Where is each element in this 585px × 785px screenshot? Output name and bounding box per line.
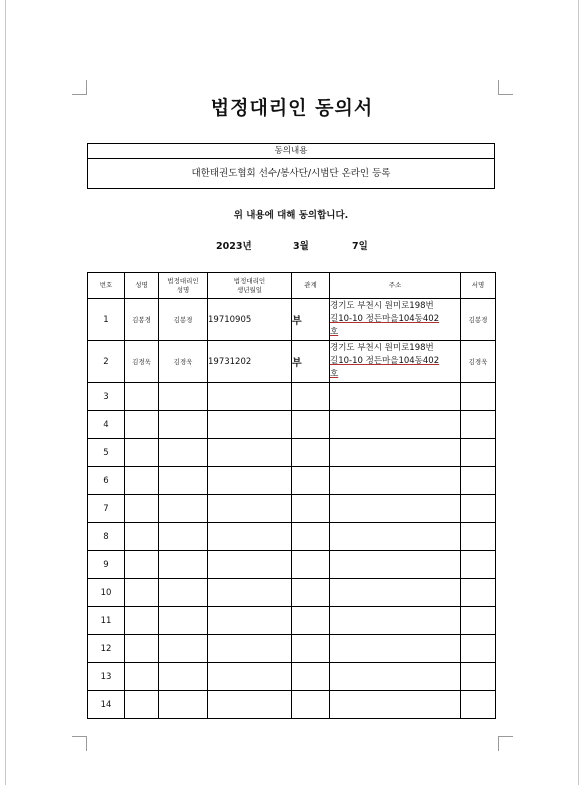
row-guardian-dob	[208, 607, 292, 635]
row-signature	[461, 635, 496, 663]
row-guardian-name	[159, 383, 208, 411]
row-guardian-dob	[208, 467, 292, 495]
date-day: 7일	[352, 241, 368, 252]
row-number: 2	[88, 341, 125, 383]
row-name	[125, 607, 159, 635]
row-number: 11	[88, 607, 125, 635]
row-number: 10	[88, 579, 125, 607]
row-address	[330, 383, 461, 411]
crop-mark-bottom-right	[498, 736, 513, 751]
table-row	[88, 439, 496, 467]
crop-mark-bottom-left	[72, 736, 87, 751]
row-guardian-dob	[208, 495, 292, 523]
table-row	[88, 579, 496, 607]
header-guardian-dob	[208, 273, 292, 299]
agreement-statement: 위 내용에 대해 동의합니다.	[233, 210, 349, 221]
address-line: 경기도 부천시 원미로198번	[330, 343, 434, 353]
table-row	[88, 341, 496, 383]
row-address	[330, 663, 461, 691]
row-number: 4	[88, 411, 125, 439]
row-relation	[292, 663, 330, 691]
row-name	[125, 691, 159, 719]
empty-rows	[88, 383, 496, 719]
row-number: 14	[88, 691, 125, 719]
row-guardian-name	[159, 663, 208, 691]
address-line: 호	[330, 369, 339, 379]
row-signature	[461, 523, 496, 551]
row-number: 7	[88, 495, 125, 523]
row-number: 5	[88, 439, 125, 467]
row-relation	[292, 439, 330, 467]
page-edge-left	[5, 0, 6, 785]
row-guardian-name: 김봉경	[159, 299, 208, 341]
row-guardian-name	[159, 495, 208, 523]
row-guardian-name	[159, 607, 208, 635]
row-signature	[461, 579, 496, 607]
row-guardian-dob	[208, 523, 292, 551]
row-number: 8	[88, 523, 125, 551]
row-name	[125, 495, 159, 523]
row-name	[125, 635, 159, 663]
row-signature	[461, 439, 496, 467]
table-row	[88, 411, 496, 439]
row-guardian-dob	[208, 439, 292, 467]
row-relation	[292, 523, 330, 551]
row-address	[330, 551, 461, 579]
row-relation	[292, 495, 330, 523]
row-signature	[461, 551, 496, 579]
row-name	[125, 439, 159, 467]
row-number: 6	[88, 467, 125, 495]
row-name	[125, 579, 159, 607]
table-row	[88, 691, 496, 719]
row-guardian-name	[159, 579, 208, 607]
table-row	[88, 551, 496, 579]
header-guardian-name-line2: 성명	[176, 285, 190, 294]
address-line: 길10-10 정든마을104동402	[330, 356, 440, 366]
row-guardian-dob	[208, 663, 292, 691]
row-number: 3	[88, 383, 125, 411]
row-relation	[292, 467, 330, 495]
row-number: 9	[88, 551, 125, 579]
row-signature	[461, 467, 496, 495]
row-name: 김경욱	[125, 341, 159, 383]
signers-table	[87, 272, 496, 719]
header-guardian-name-line1: 법정대리인	[167, 277, 199, 286]
consent-box	[87, 143, 495, 189]
table-row	[88, 663, 496, 691]
header-name: 성명	[125, 273, 159, 299]
table-row	[88, 299, 496, 341]
header-guardian-dob-line2: 생년월일	[236, 285, 263, 294]
row-guardian-dob	[208, 551, 292, 579]
row-name	[125, 663, 159, 691]
header-no: 번호	[88, 273, 125, 299]
consent-header: 동의내용	[88, 144, 494, 159]
row-guardian-name	[159, 691, 208, 719]
table-row	[88, 467, 496, 495]
header-address: 주소	[330, 273, 461, 299]
row-name	[125, 411, 159, 439]
row-guardian-dob	[208, 383, 292, 411]
row-guardian-name	[159, 551, 208, 579]
row-relation	[292, 691, 330, 719]
row-name: 김봉경	[125, 299, 159, 341]
address-line: 호	[330, 327, 339, 337]
row-signature	[461, 663, 496, 691]
row-name	[125, 383, 159, 411]
row-relation	[292, 411, 330, 439]
row-signature: 김경욱	[461, 341, 496, 383]
table-row	[88, 383, 496, 411]
page-edge-right	[578, 0, 579, 785]
row-relation	[292, 635, 330, 663]
row-signature	[461, 691, 496, 719]
row-address	[330, 495, 461, 523]
row-guardian-name	[159, 635, 208, 663]
row-guardian-dob	[208, 635, 292, 663]
row-guardian-dob	[208, 691, 292, 719]
address-line: 길10-10 정든마을104동402	[330, 314, 440, 324]
row-address	[330, 411, 461, 439]
row-guardian-name	[159, 467, 208, 495]
row-address	[330, 607, 461, 635]
header-relation: 관계	[292, 273, 330, 299]
table-row	[88, 635, 496, 663]
row-guardian-name	[159, 411, 208, 439]
row-address	[330, 523, 461, 551]
row-address	[330, 299, 461, 341]
row-guardian-dob	[208, 411, 292, 439]
row-address	[330, 635, 461, 663]
date-month: 3월	[293, 241, 309, 252]
consent-content: 대한태권도협회 선수/봉사단/시범단 온라인 등록	[191, 168, 391, 179]
row-signature	[461, 607, 496, 635]
row-guardian-dob: 19710905	[208, 299, 292, 341]
row-address	[330, 467, 461, 495]
row-relation	[292, 579, 330, 607]
row-address	[330, 439, 461, 467]
header-guardian-dob-line1: 법정대리인	[233, 277, 266, 286]
row-name	[125, 551, 159, 579]
row-guardian-name	[159, 523, 208, 551]
row-address	[330, 691, 461, 719]
crop-mark-top-left	[72, 80, 87, 95]
row-relation	[292, 383, 330, 411]
table-row	[88, 607, 496, 635]
date-year: 2023년	[216, 241, 252, 252]
row-address	[330, 341, 461, 383]
row-relation	[292, 551, 330, 579]
row-number: 13	[88, 663, 125, 691]
header-signature: 서명	[461, 273, 496, 299]
row-guardian-dob: 19731202	[208, 341, 292, 383]
table-row	[88, 523, 496, 551]
row-relation: 부	[292, 341, 330, 383]
row-relation	[292, 607, 330, 635]
row-guardian-name	[159, 439, 208, 467]
header-guardian-name	[159, 273, 208, 299]
row-guardian-name: 김경욱	[159, 341, 208, 383]
row-address	[330, 579, 461, 607]
address-line: 경기도 부천시 원미로198번	[330, 301, 434, 311]
row-name	[125, 467, 159, 495]
row-signature	[461, 383, 496, 411]
row-signature	[461, 495, 496, 523]
document-title: 법정대리인 동의서	[210, 97, 374, 119]
row-relation: 부	[292, 299, 330, 341]
crop-mark-top-right	[498, 80, 513, 95]
table-header-row	[88, 273, 496, 299]
row-guardian-dob	[208, 579, 292, 607]
row-signature	[461, 411, 496, 439]
row-name	[125, 523, 159, 551]
row-signature: 김봉경	[461, 299, 496, 341]
row-number: 12	[88, 635, 125, 663]
table-row	[88, 495, 496, 523]
row-number: 1	[88, 299, 125, 341]
